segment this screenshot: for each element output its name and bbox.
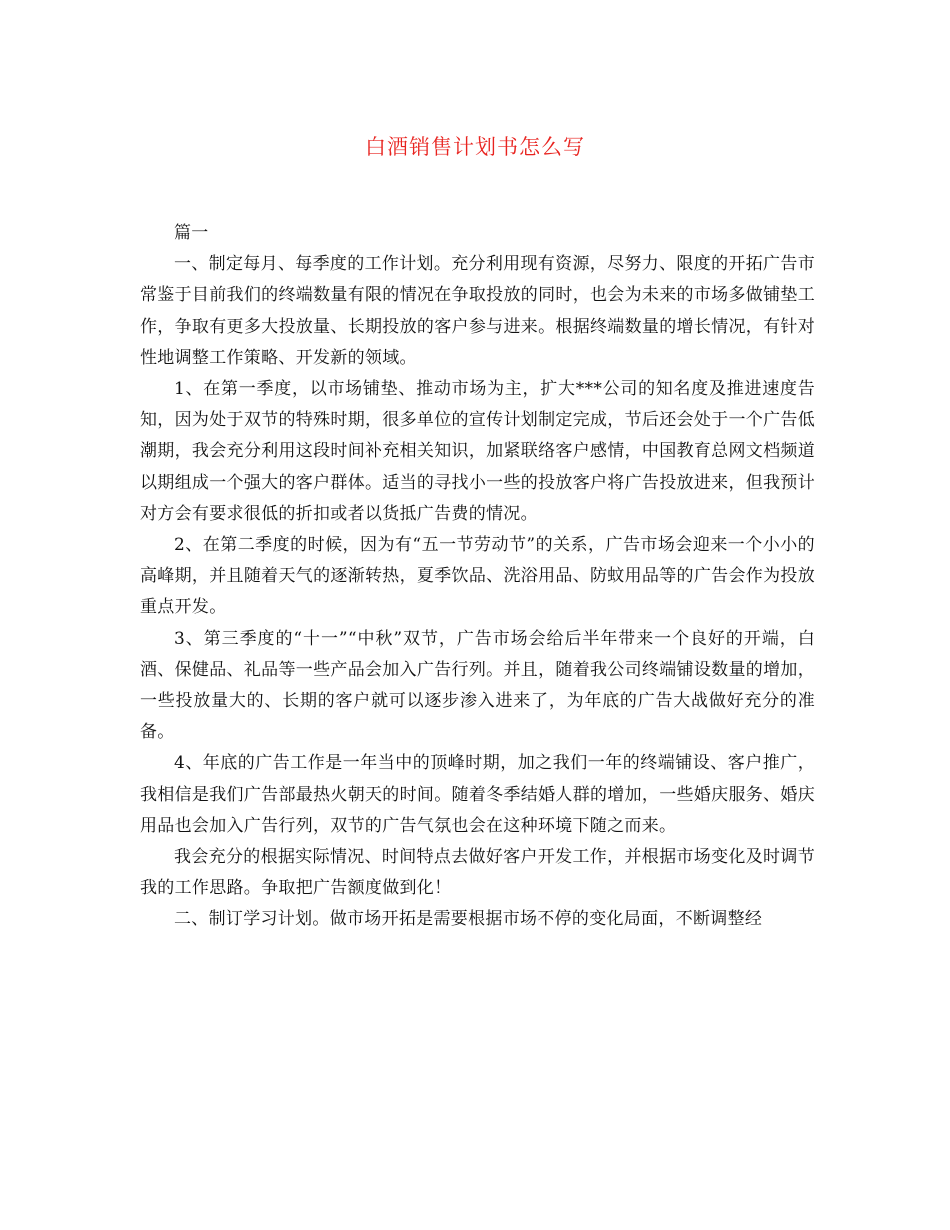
paragraph-6: 我会充分的根据实际情况、时间特点去做好客户开发工作，并根据市场变化及时调节我的工作思路。争取把广告额度做到化！ <box>140 847 815 899</box>
paragraph-2: 1、在第一季度，以市场铺垫、推动市场为主，扩大***公司的知名度及推进速度告知，因为处于双节的特殊时期，很多单位的宣传计划制定完成，节后还会处于一个广告低潮期，我会充分利用这段时间补充相关知识，加紧联络客户感情，中国教育总网文档频道以期组成一个强大的客户群体。适当的寻找小一些的投放客户将广告投放进来，但我预计对方会有要求很低的折扣或者以货抵广告费的情况。 <box>140 379 815 524</box>
paragraph-3: 2、在第二季度的时候，因为有“五一节劳动节”的关系，广告市场会迎来一个小小的高峰期，并且随着天气的逐渐转热，夏季饮品、洗浴用品、防蚊用品等的广告会作为投放重点开发。 <box>140 535 815 618</box>
document-body <box>140 218 815 936</box>
paragraph-1: 一、制定每月、每季度的工作计划。充分利用现有资源，尽努力、限度的开拓广告市常鉴于目前我们的终端数量有限的情况在争取投放的同时，也会为未来的市场多做铺垫工作，争取有更多大投放量、长期投放的客户参与进来。根据终端数量的增长情况，有针对性地调整工作策略、开发新的领域。 <box>140 254 815 368</box>
paragraph-5: 4、年底的广告工作是一年当中的顶峰时期，加之我们一年的终端铺设、客户推广，我相信是我们广告部最热火朝天的时间。随着冬季结婚人群的增加，一些婚庆服务、婚庆用品也会加入广告行列，双节的广告气氛也会在这种环境下随之而来。 <box>140 753 815 836</box>
paragraph-7: 二、制订学习计划。做市场开拓是需要根据市场不停的变化局面，不断调整经 <box>174 909 763 930</box>
document-title: 白酒销售计划书怎么写 <box>365 135 585 159</box>
section-heading: 篇一 <box>174 223 209 243</box>
paragraph-4: 3、第三季度的“十一”“中秋”双节，广告市场会给后半年带来一个良好的开端，白酒、保健品、礼品等一些产品会加入广告行列。并且，随着我公司终端铺设数量的增加，一些投放量大的、长期的客户就可以逐步渗入进来了，为年底的广告大战做好充分的准备。 <box>140 628 815 743</box>
